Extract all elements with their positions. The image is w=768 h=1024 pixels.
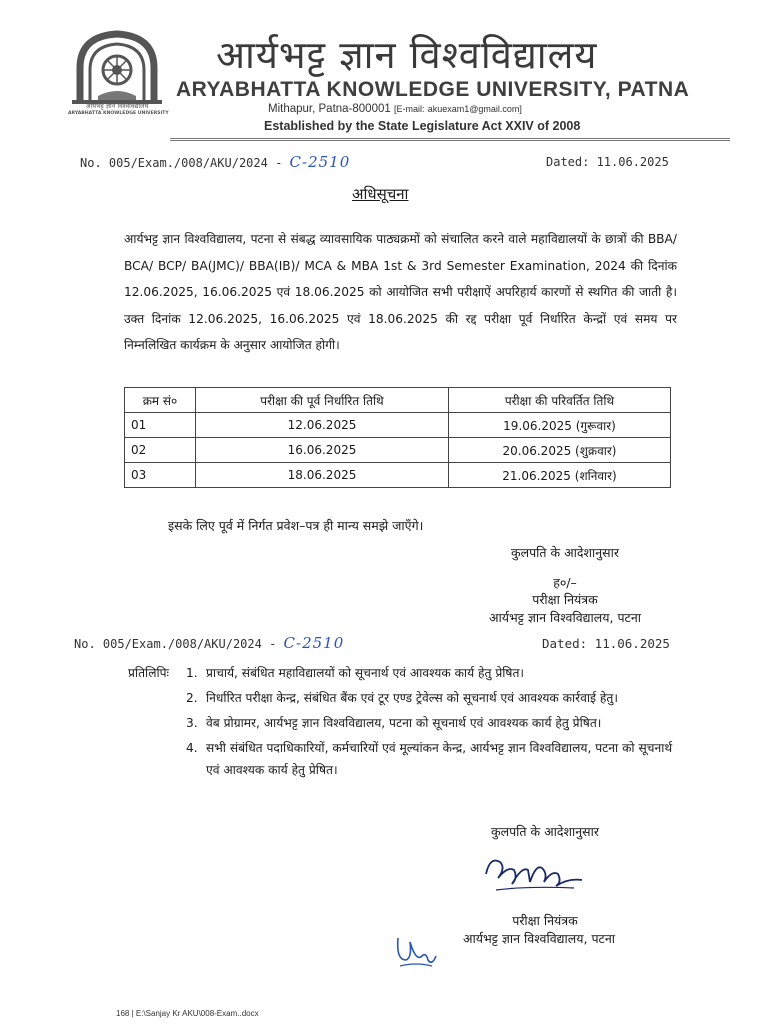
column-header-serial: क्रम सं० <box>125 388 196 413</box>
table-row <box>125 413 671 438</box>
signed-mark: ह०/– <box>553 575 577 590</box>
item-text: निर्धारित परीक्षा केन्द्र, संबंधित बैंक एवं टूर एण्ड ट्रेवेल्स को सूचनार्थ एवं आवश्यक कार्रवाई हेतु। <box>206 691 618 705</box>
signatory-designation: परीक्षा नियंत्रक <box>532 592 598 607</box>
item-text: प्राचार्य, संबंधित महाविद्यालयों को सूचनार्थ एवं आवश्यक कार्य हेतु प्रेषित। <box>206 666 525 680</box>
email: akuexam1@gmail.com] <box>427 104 522 114</box>
reference-number-text: No. 005/Exam./008/AKU/2024 - <box>80 156 283 170</box>
table-header-row <box>125 388 671 413</box>
logo-caption-english: ARYABHATTA KNOWLEDGE UNIVERSITY <box>68 111 169 116</box>
original-date-cell: 12.06.2025 <box>196 413 449 438</box>
original-date-cell: 18.06.2025 <box>196 463 449 488</box>
item-text: सभी संबंधित पदाधिकारियों, कर्मचारियों एवं मूल्यांकन केन्द्र, आर्यभट्ट ज्ञान विश्वविद्यालय, पटना को सूचनार्थ एवं आवश्यक कार्य हेतु प्रेषित। <box>206 741 673 777</box>
admit-card-note: इसके लिए पूर्व में निर्गत प्रवेश–पत्र ही मान्य समझे जाएँगे। <box>168 518 424 533</box>
serial-cell: 01 <box>125 413 196 438</box>
original-date-cell: 16.06.2025 <box>196 438 449 463</box>
signatory-institution-2: आर्यभट्ट ज्ञान विश्वविद्यालय, पटना <box>462 931 616 946</box>
revised-date-cell: 19.06.2025 (गुरूवार) <box>449 413 671 438</box>
address: Mithapur, Patna-800001 <box>268 103 391 115</box>
item-number: 4. <box>186 741 198 755</box>
item-text: वेब प्रोग्रामर, आर्यभट्ट ज्ञान विश्वविद्यालय, पटना को सूचनार्थ एवं आवश्यक कार्य हेतु प्रेषित। <box>206 716 602 730</box>
email-label: [E-mail: <box>393 104 425 114</box>
revised-date-cell: 20.06.2025 (शुक्रवार) <box>449 438 671 463</box>
list-item <box>128 712 676 734</box>
exam-schedule-table <box>124 387 671 488</box>
university-name-english: ARYABHATTA KNOWLEDGE UNIVERSITY, PATNA <box>176 78 690 101</box>
copy-label: प्रतिलिपिः <box>128 666 169 680</box>
column-header-revised-date: परीक्षा की परिवर्तित तिथि <box>449 388 671 413</box>
date: Dated: 11.06.2025 <box>546 155 669 169</box>
copy-to-list <box>128 662 676 784</box>
list-item <box>128 662 676 684</box>
notice-heading: अधिसूचना <box>352 185 409 203</box>
copy-date: Dated: 11.06.2025 <box>542 636 670 651</box>
signatory-designation-2: परीक्षा नियंत्रक <box>512 913 578 928</box>
signatory-institution: आर्यभट्ट ज्ञान विश्वविद्यालय, पटना <box>488 610 642 625</box>
by-order-text: कुलपति के आदेशानुसार <box>511 545 619 560</box>
handwritten-reference: C-2510 <box>289 153 351 171</box>
item-number: 3. <box>186 716 198 730</box>
table-row <box>125 463 671 488</box>
serial-cell: 03 <box>125 463 196 488</box>
document-footer: 168 | E:\Sanjay Kr AKU\008-Exam..docx <box>116 1009 259 1018</box>
university-logo <box>68 30 169 120</box>
handwritten-signature <box>478 848 588 900</box>
list-item <box>128 687 676 709</box>
letterhead-divider <box>170 138 730 141</box>
reference-number <box>80 153 350 171</box>
notice-body: आर्यभट्ट ज्ञान विश्वविद्यालय, पटना से संबद्ध व्यावसायिक पाठ्यक्रमों को संचालित करने वाले महाविद्यालयों के छात्रों की BBA/ BCA/ BCP/ BA(JMC)/ BBA(IB)/ MCA & MBA 1st & 3rd Semester Examination, 2024 की दिनांक 12.06.2025, 16.06.2025 एवं 18.06.2025 को आयोजित सभी परीक्षाऐं अपरिहार्य कारणों से स्थगित की जाती है। उक्त दिनांक 12.06.2025, 16.06.2025 एवं 18.06.2025 की रद्द परीक्षा पूर्व निर्धारित केन्द्रों एवं समय पर निम्नलिखित कार्यक्रम के अनुसार आयोजित होगी। <box>124 232 677 352</box>
address-line <box>268 103 522 115</box>
logo-caption-hindi: आर्यभट्ट ज्ञान विश्वविद्यालय <box>85 102 149 110</box>
column-header-original-date: परीक्षा की पूर्व निर्धारित तिथि <box>196 388 449 413</box>
initials-mark <box>392 930 438 970</box>
serial-cell: 02 <box>125 438 196 463</box>
revised-date-cell: 21.06.2025 (शनिवार) <box>449 463 671 488</box>
table-row <box>125 438 671 463</box>
item-number: 2. <box>186 691 198 705</box>
copy-handwritten-reference: C-2510 <box>283 634 345 652</box>
copy-reference-text: No. 005/Exam./008/AKU/2024 - <box>74 637 277 651</box>
university-name-hindi: आर्यभट्ट ज्ञान विश्वविद्यालय <box>216 33 598 77</box>
copy-reference-number <box>74 634 344 652</box>
list-item <box>128 737 676 781</box>
established-line: Established by the State Legislature Act XXIV of 2008 <box>264 119 581 133</box>
by-order-text-2: कुलपति के आदेशानुसार <box>491 824 599 839</box>
item-number: 1. <box>186 666 198 680</box>
